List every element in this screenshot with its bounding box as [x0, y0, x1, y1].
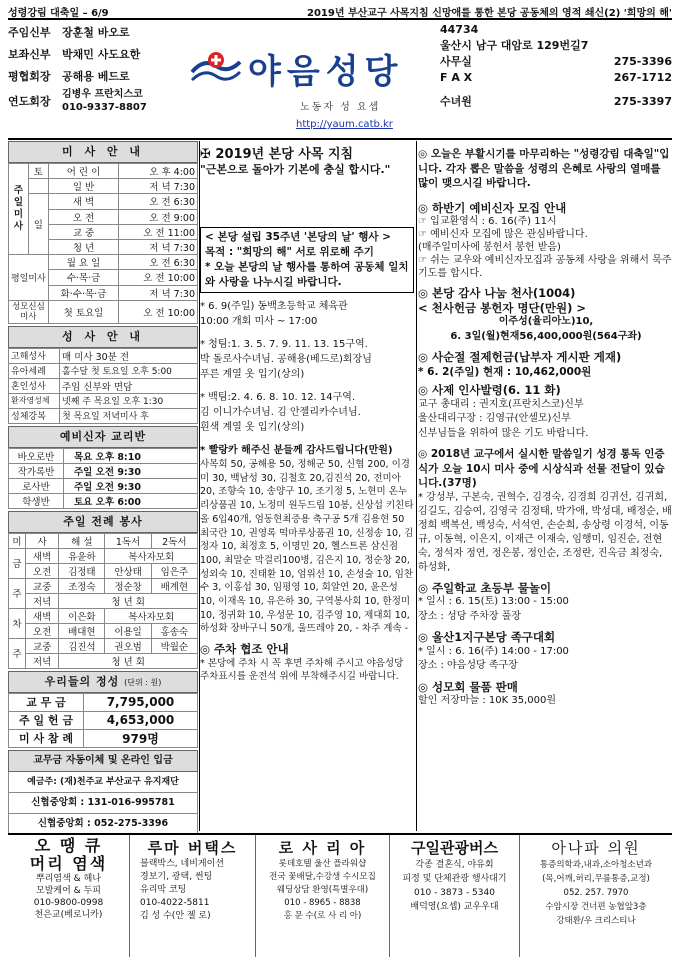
sale-body: 할인 저장마늘 : 10K 35,000원	[418, 695, 556, 706]
mass-schedule-title: 미 사 안 내	[8, 141, 198, 163]
catechumen-table	[8, 448, 198, 509]
table-row: 일 새 벽 오 전 6:30	[9, 194, 198, 209]
contact-info	[440, 22, 672, 110]
recruit-body: ☞ 입교환영식 : 6. 16(주) 11시 ☞ 예비신자 모집에 많은 관심바랍니다. (매주일미사에 봉헌서 봉헌 받음) ☞ 쉬는 교우와 예비신자모집과 공동체 사랑을 위해서 묵주기도를 합시다.	[418, 216, 672, 279]
staff-row: 주임신부 장훈철 바오로	[8, 26, 130, 39]
parish-url-link[interactable]: http://yaum.catb.kr	[296, 119, 393, 130]
ad-clinic: 아나파 의원 통증의학과,내과,소아청소년과 (목,어깨,허리,무릎통증,교정) 052. 257. 7970 수암시장 건너편 농협앞3층 강태환/우 크리스티나	[539, 839, 653, 926]
ad-flower-shop: 로 사 리 아 롯데호텔 울산 플라워샵 전국 꽃배달,수강생 수시모집 웨딩상담 환영(특별우대) 010 - 8965 - 8838 홍 문 수(로 사 리 아)	[256, 835, 390, 957]
gift-title: ◎ 본당 감사 나눔 천사(1004) < 천사헌금 봉헌자 명단(만원) >	[418, 286, 586, 315]
table-row: 주 교중 조정숙 정순창 배계현	[9, 578, 198, 593]
intro-text: ◎ 오늘은 부활시기를 마무리하는 "성령강림 대축일"입니다. 각자 뽑은 말씀을 성령의 은혜로 사랑의 열매를 많이 맺으시길 바랍니다.	[418, 148, 670, 189]
sale-title: ◎ 성모회 물품 판매	[418, 679, 518, 694]
white-team: * 백팀:2. 4. 6. 8. 10. 12. 14구역. 김 이니가수녀님. 김 안젤리카수녀님. 흰색 계열 옷 입기(상의)	[200, 392, 361, 433]
table-row: 저녁 청 년 회	[9, 653, 198, 668]
table-row: 성체강복 첫 목요일 저녁미사 후	[9, 408, 198, 423]
parking-title: ◎ 주차 협조 안내	[200, 642, 289, 657]
thanks-list: 사목회 50, 공해용 50, 정해군 50, 신협 200, 이경미 30, 백남성 30, 김철호 20,김진석 20, 전미아 20, 조향숙 10, 송양구 10, 조기정 5, 노현미 온누리상품권 10, 노정미 원두드립 10봉, 신상섭 키친타올 6입40개, 엄동현최증용 축구공 5개 김용현 50 최국란 10, 권영록 떡마루상품권 10, 신정송 10, 김정자 10, 최정호 5, 이명민 20, 헬스트론 삼신점 100, 최말순 막걸리100병, 김은지 10, 정순창 20, 성외숙 10, 진태환 10, 엄위선 10, 손성술 10, 임찬수 3, 이홍섭 30, 임평영 10, 회알연 20, 윤은성 10, 이재옥 10, 유은하 30, 구역봉사회 10, 한정미 10, 정귀화 10, 우성문 10, 김주영 10, 제대회 10, 하성화 장바구니 50개, 울뜨레야 20, - 차주 계속 -	[200, 459, 414, 635]
parking-body: * 본당에 주차 시 꼭 후면 주차해 주시고 야음성당 주차표시를 운전석 위에 부착해주시길 바랍니다.	[200, 658, 404, 683]
table-row: 학생반 토요 오후 6:00	[9, 493, 198, 508]
table-row: 로사반 주일 오전 9:30	[9, 478, 198, 493]
header-divider	[8, 138, 672, 140]
fax-number: F A X 267-1712	[440, 71, 672, 84]
staff-row: 보좌신부 박채민 사도요한	[8, 48, 141, 61]
offering-title: 우리들의 정성 (단위 : 원)	[8, 671, 198, 693]
event-note: * 오늘 본당의 날 행사를 통하여 공동체 일치와 사랑을 나누시길 바랍니다.	[205, 261, 409, 288]
parish-name: 야음성당	[248, 52, 404, 92]
guide-title: ✠ 2019년 본당 사목 지침	[200, 147, 354, 162]
sacrament-table	[8, 348, 198, 424]
ad-hair-salon: 오 땡 큐 머리 염색 뿌리염색 & 헤나 모발케어 & 두피 010-9800-0998 천은교(베로니카)	[8, 835, 130, 957]
parish-logo	[190, 50, 242, 86]
left-column	[8, 141, 198, 835]
recruit-title: ◎ 하반기 예비신자 모집 안내	[418, 200, 567, 215]
thanks-title: * 빨랑카 해주신 분들께 감사드립니다(만원)	[200, 445, 393, 456]
fund-body: * 6. 2(주일) 현재 : 10,462,000원	[418, 365, 592, 378]
column-divider	[416, 141, 417, 831]
bible-title: ◎ 2018년 교구에서 실시한 말씀일기 성경 통독 인증식가 오늘 10시 미사 중에 시상식과 선물 전달이 있습니다.(37명)	[418, 448, 665, 489]
sunday-school-body: * 일시 : 6. 15(토) 13:00 - 15:00 장소 : 성당 주차장 풀장	[418, 596, 569, 622]
football-body: * 일시 : 6. 16(주) 14:00 - 17:00 장소 : 야음성당 족구장	[418, 645, 569, 671]
table-row: 수·목·금 오 전 10:00	[9, 270, 198, 285]
bible-body: * 강성부, 구본숙, 권혁수, 김경숙, 김경희 김귀선, 김귀희, 김길도, 김승여, 김영국 김정태, 박가애, 박성대, 배정순, 배정희 백복선, 백성숙, 서석연, 손순희, 송상령 이경석, 이동규, 이동혁, 이은지, 이재근 이재숙, 임행미, 임진순, 전현숙, 정석자 정연, 정은봉, 정인순, 조정란, 진옥금 최정숙, 하성화,	[418, 491, 672, 573]
table-row: 유아세례 홀수달 첫 토요일 오후 5:00	[9, 363, 198, 378]
ad-tour-bus: 구일관광버스 각종 결혼식, 야유회 피정 및 단체관광 행사대기 010 - 3873 - 5340 배덕영(요셉) 교우우대	[390, 835, 520, 957]
middle-column	[200, 141, 414, 831]
top-banner	[8, 4, 672, 20]
bank-account-1: 신협중앙회 : 131-016-995781	[8, 793, 198, 814]
table-row: 청 년 저 녁 7:30	[9, 239, 198, 254]
sacrament-title: 성 사 안 내	[8, 326, 198, 348]
liturgy-table	[8, 533, 198, 669]
staff-list	[8, 22, 188, 116]
table-row: 바오로반 목요 오후 8:10	[9, 448, 198, 463]
bank-account-2: 신협중앙회 : 052-275-3396	[8, 814, 198, 835]
convent-phone: 수녀원 275-3397	[440, 95, 672, 108]
sunday-school-title: ◎ 주일학교 초등부 물놀이	[418, 580, 552, 595]
offering-table	[8, 693, 198, 748]
event-title: < 본당 설립 35주년 '본당의 날' 행사 >	[205, 231, 391, 243]
event-purpose: 목적 : "희망의 해" 서로 위로해 주기	[205, 246, 374, 258]
mass-schedule-table	[8, 163, 198, 324]
table-row: 일 반 저 녁 7:30	[9, 179, 198, 194]
table-row: 혼인성사 주임 신부와 면담	[9, 378, 198, 393]
liturgy-title: 주일 전례 봉사	[8, 511, 198, 533]
table-row: 교 중 오 전 11:00	[9, 224, 198, 239]
table-row: 금 새벽 유윤하 복사자모회	[9, 548, 198, 563]
office-phone: 사무실 275-3396	[440, 55, 672, 68]
table-row: 오전 김정태 안상태 임은주	[9, 563, 198, 578]
guide-quote: "근본으로 돌아가 기본에 충실 합시다."	[200, 163, 391, 176]
blue-team: * 청팀:1. 3. 5. 7. 9. 11. 13. 15구역. 박 돌로사수녀님. 공해용(베드로)회장님 푸른 계열 옷 입기(상의)	[200, 339, 372, 380]
football-title: ◎ 울산1지구본당 족구대회	[418, 630, 556, 644]
transfer-title: 교무금 자동이체 및 온라인 입금	[8, 750, 198, 772]
parish-day-box	[200, 227, 414, 293]
table-row: 저녁 청 년 회	[9, 593, 198, 608]
table-row: 오전 배대현 이용일 홍송숙	[9, 623, 198, 638]
table-row: 환자영성체 넷째 주 목요일 오후 1:30	[9, 393, 198, 408]
ad-car-care: 루마 버택스 블랙박스, 네비게이션 경보기, 광택, 썬팅 유리막 코팅 010-4022-5811 김 성 수(안 젤 로)	[130, 835, 256, 957]
table-row: 고해성사 매 미사 30분 전	[9, 348, 198, 363]
fund-title: ◎ 사순절 절제헌금(납부자 게시판 게재)	[418, 350, 622, 364]
personnel-title: ◎ 사제 인사발령(6. 11 화)	[418, 383, 561, 397]
staff-row: 평협회장 공해용 베드로	[8, 70, 130, 83]
table-row: 미 사 해 설 1독서 2독서	[9, 533, 198, 548]
table-row: 오 전 오 전 9:00	[9, 209, 198, 224]
staff-row: 연도회장 김병우 프란치스코 010-9337-8807	[8, 89, 147, 113]
personnel-body: 교구 총대리 : 권지호(프란치스코)신부 울산대리구장 : 김영규(안셀모)신부 신부님들을 위하여 많은 기도 바랍니다.	[418, 398, 589, 439]
postal-code: 44734	[440, 23, 479, 36]
table-row: 평일미사 월 요 일 오 전 6:30	[9, 255, 198, 270]
advertisements	[8, 833, 672, 957]
event-detail: * 6. 9(주일) 동백초등학교 체육관 10:00 개회 미사 ~ 17:00	[200, 301, 348, 327]
table-row: 미 사 참 례 979명	[9, 729, 198, 747]
table-row: 교 무 금 7,795,000	[9, 693, 198, 711]
table-row: 주 일 헌 금 4,653,000	[9, 711, 198, 729]
right-column	[418, 141, 674, 831]
pastoral-guideline: 2019년 부산교구 사목지침 신망애를 통한 본당 공동체의 영적 쇄신(2) '희망의 해'	[306, 8, 672, 19]
gift-body: 이주성(율리아노)10, 6. 3일(월)현재56,400,000원(564구좌)	[450, 316, 642, 342]
table-row: 작가록반 주일 오전 9:30	[9, 463, 198, 478]
feast-label: 성령강림 대축일 – 6/9	[8, 8, 109, 19]
table-row: 주 교중 김진석 권오범 박월순	[9, 638, 198, 653]
parish-patron: 노동자 성 요셉	[300, 102, 381, 113]
table-row: 차 새벽 이은화 복사자모회	[9, 608, 198, 623]
catechumen-title: 예비신자 교리반	[8, 426, 198, 448]
account-holder: 예금주: (재)천주교 부산교구 유지재단	[8, 772, 198, 793]
table-row: 주일미사 토 어 린 이 오 후 4:00	[9, 164, 198, 179]
address: 울산시 남구 대암로 129번길7	[440, 39, 589, 52]
table-row: 성모신심미사 첫 토요일 오 전 10:00	[9, 300, 198, 323]
table-row: 화·수·목·금 저 녁 7:30	[9, 285, 198, 300]
